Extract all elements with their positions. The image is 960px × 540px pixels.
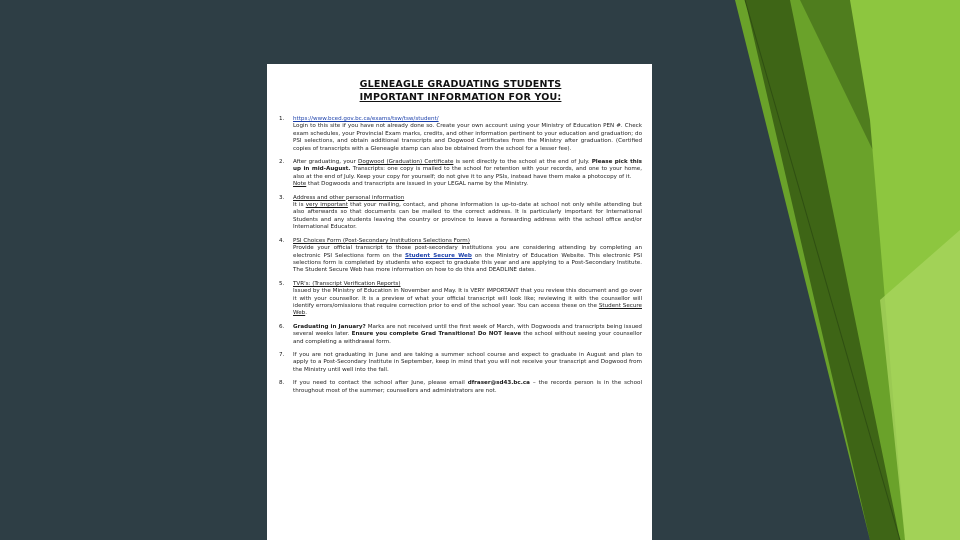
ministry-site-link[interactable]: https://www.bced.gov.bc.ca/exams/tsw/tsw/student/ <box>293 116 439 122</box>
list-item <box>279 281 642 318</box>
item-text: Marks are not received until the first week of March, with Dogwoods and transcripts being issued several weeks later. <box>293 323 642 338</box>
list-item <box>279 195 642 232</box>
item-bold-text: Graduating in January? <box>293 323 366 330</box>
document-title-line1: GLENEAGLE GRADUATING STUDENTS <box>359 79 562 90</box>
list-item <box>279 238 642 275</box>
item-heading: TVR's: (Transcript Verification Reports) <box>293 280 401 287</box>
item-text: Provide your official transcript to those post-secondary institutions you are considering attending by completing an electronic PSI Selections form on the <box>293 245 642 259</box>
info-list <box>279 116 642 395</box>
item-number: 7. <box>279 351 285 358</box>
list-item <box>279 159 642 189</box>
list-item <box>279 116 642 153</box>
document-page <box>267 64 652 540</box>
list-item <box>279 352 642 374</box>
item-text: Issued by the Ministry of Education in November and May. It is VERY IMPORTANT that you review this document and go over it with your counsellor. It is a preview of what your official transcript will look like; reviewing it with the counsellor will identify errors/omissions that require correction prior to end of the school year. You can access these on the <box>293 288 642 309</box>
item-text: that your mailing, contact, and phone information is up-to-date at school not only while attending but also afterwards so that documents can be mailed to the correct address. It is particularly important for International Students and any students leaving the country or province to leave a forwarding address with the school office and/or International Educator. <box>293 202 642 231</box>
item-text: Transcripts: one copy is mailed to the school for retention with your records, and one to your home, also at the end of July. Keep your copy for yourself; do not give it to any PSIs, instead have them make a photocopy of it. <box>293 166 642 180</box>
item-text: the school without seeing your counsellor and completing a withdrawal form. <box>293 331 642 345</box>
item-text: It is <box>293 202 306 209</box>
item-text: is sent directly to the school at the end of July. <box>453 159 592 166</box>
student-secure-web-link[interactable]: Student Secure Web <box>293 302 642 317</box>
item-bold-text: Please pick this up in mid-August. <box>293 159 642 173</box>
item-text: Login to this site if you have not already done so. Create your own account using your Ministry of Education PEN #. Check exam schedules, your Provincial Exam marks, credits, and other information pertinent to your education and graduation; do PSI selections, and obtain additional transcripts and Dogwood Certificates from the Ministry after graduation. (Certified copies of transcripts with a Gleneagle stamp can also be obtained from the school for a lesser fee). <box>293 123 642 152</box>
item-heading: PSI Choices Form (Post-Secondary Institutions Selections Form) <box>293 237 470 244</box>
item-number: 4. <box>279 237 285 244</box>
contact-email[interactable]: dfraser@sd43.bc.ca <box>467 380 530 387</box>
item-number: 6. <box>279 323 285 330</box>
item-text: If you need to contact the school after June, please email <box>293 380 468 387</box>
item-bold-text: Ensure you complete Grad Transitions! Do NOT leave <box>351 331 522 338</box>
item-text: on the Ministry of Education Website. This electronic PSI selections form is completed by students who expect to graduate this year and are applying to a Post-Secondary Institute. The Student Secure Web has more information on how to do this and DEADLINE dates. <box>293 252 642 274</box>
item-number: 2. <box>279 159 285 166</box>
note-label: Note <box>293 181 307 188</box>
item-heading: Address and other personal information <box>293 194 405 201</box>
item-text: that Dogwoods and transcripts are issued in your LEGAL name by the Ministry. <box>306 181 529 188</box>
item-underlined-text: Dogwood (Graduation) Certificate <box>358 159 454 166</box>
item-text: – the records person is in the school throughout most of the summer; counsellors and administrators are not. <box>293 380 643 394</box>
item-number: 3. <box>279 194 285 201</box>
item-text: After graduating, your <box>293 159 359 166</box>
item-text: . <box>305 310 307 317</box>
item-number: 5. <box>279 280 285 287</box>
student-secure-web-link[interactable]: Student Secure Web <box>404 252 472 259</box>
item-underlined-text: very important <box>305 202 348 209</box>
list-item <box>279 380 642 395</box>
item-number: 8. <box>279 380 285 387</box>
list-item <box>279 324 642 346</box>
item-number: 1. <box>279 116 285 122</box>
item-text: If you are not graduating in June and are taking a summer school course and expect to graduate in August and plan to apply to a Post-Secondary Institute in September, keep in mind that you will not receive your transcript and Dogwood from the Ministry until well into the fall. <box>293 351 642 373</box>
document-title-line2: IMPORTANT INFORMATION FOR YOU: <box>359 92 562 103</box>
